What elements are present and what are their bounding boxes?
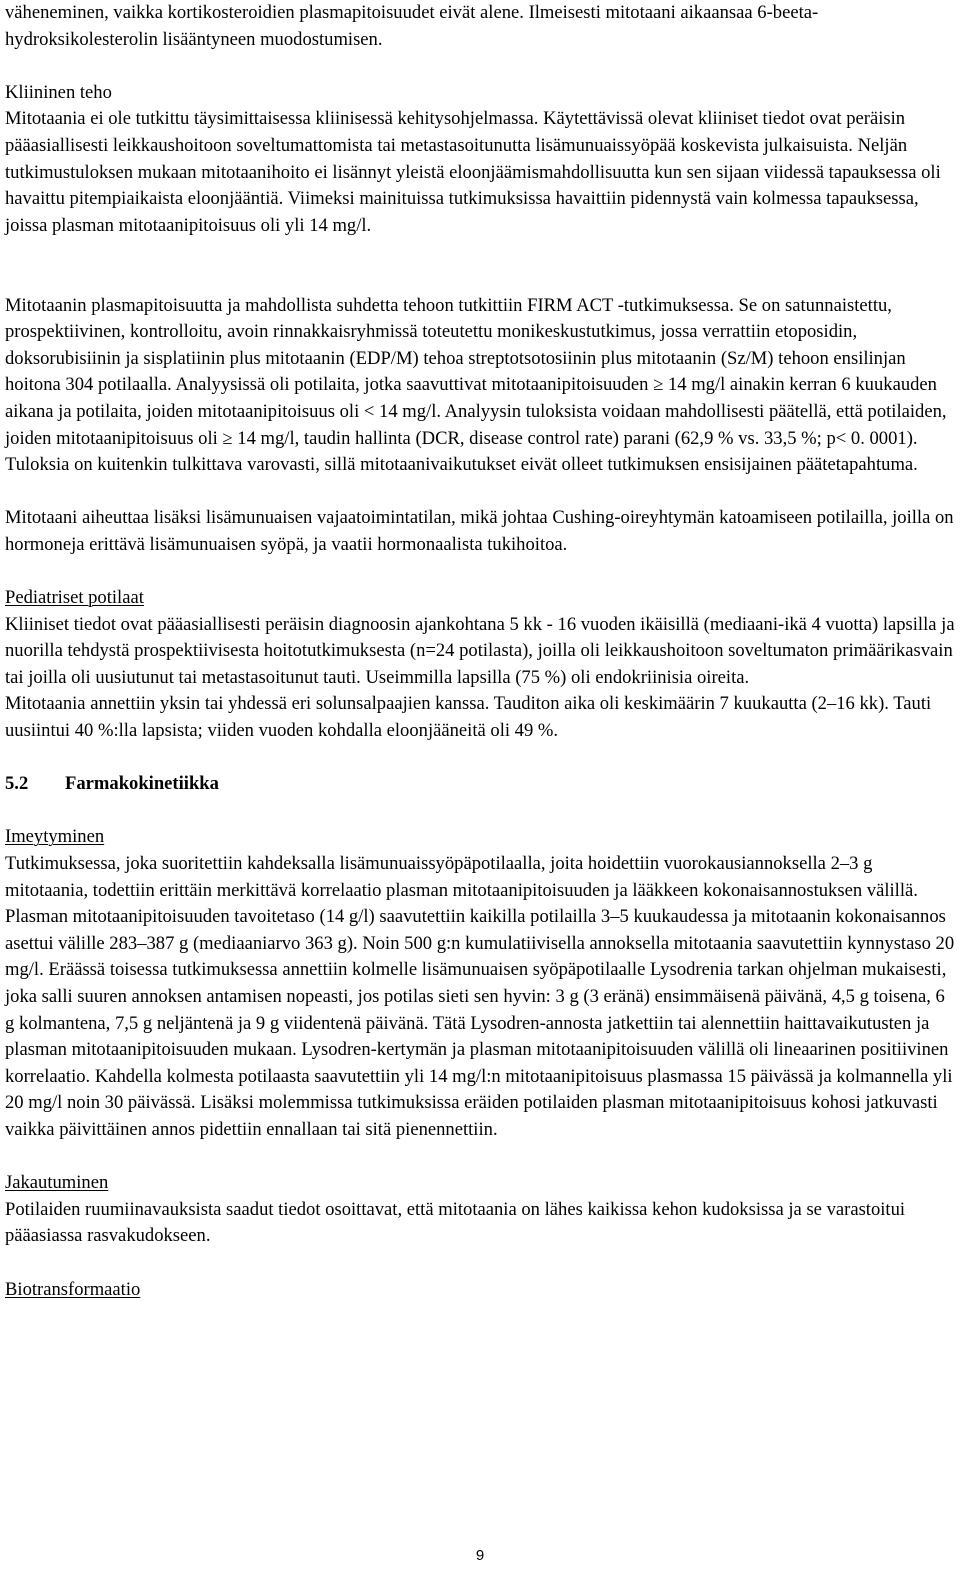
section-title: Farmakokinetiikka [65,773,219,795]
section-heading-5-2 [5,771,955,798]
distribution-heading: Jakautuminen [5,1172,109,1194]
clinical-efficacy-paragraph: Mitotaania ei ole tutkittu täysimittaisessa kliinisessä kehitysohjelmassa. Käytettävissä olevat kliiniset tiedot ovat peräisin pääasiallisesti leikkaushoitoon soveltumattomista tai metastasoitunutta lisämunuaissyöpää koskevista julkaisuista. Neljän tutkimustuloksen mukaan mitotaanihoito ei lisännyt yleistä eloonjäämismahdollisuutta kun sen sijaan viidessä tapauksessa oli havaittu pitempiaikaista eloonjääntiä. Viimeksi mainituissa tutkimuksissa havaittiin pidennystä vain kolmessa tapauksessa, joissa plasman mitotaanipitoisuus oli yli 14 mg/l. [5,108,941,236]
pediatric-heading: Pediatriset potilaat [5,587,144,609]
page-number: 9 [475,1547,485,1564]
distribution-paragraph: Potilaiden ruumiinavauksista saadut tiedot osoittavat, että mitotaania on lähes kaikissa kehon kudoksissa ja se varastoitui pääasiassa rasvakudokseen. [5,1198,906,1247]
pediatric-paragraph-2: Mitotaania annettiin yksin tai yhdessä eri solunsalpaajien kanssa. Tauditon aika oli keskimäärin 7 kuukautta (2–16 kk). Tauti uusiintui 40 %:lla lapsista; viiden vuoden kohdalla eloonjääneitä oli 49 %. [5,693,932,742]
pediatric-paragraph-1: Kliiniset tiedot ovat pääasiallisesti peräisin diagnoosin ajankohtana 5 kk - 16 vuoden ikäisillä (mediaani-ikä 4 vuotta) lapsilla ja nuorilla tehdystä prospektiivisesta hoitotutkimuksesta (n=24 potilasta), joilla oli leikkaushoitoon soveltumaton primäärikasvain tai joilla oli uusiutunut tai metastasoitunut tauti. Useimmilla lapsilla (75 %) oli endokriinisia oireita. [5,613,955,688]
absorption-heading: Imeytyminen [5,826,105,848]
firm-act-paragraph: Mitotaanin plasmapitoisuutta ja mahdollista suhdetta tehoon tutkittiin FIRM ACT -tutkimuksessa. Se on satunnaistettu, prospektiivinen, kontrolloitu, avoin rinnakkaisryhmissä toteutettu monikeskustutkimus, jossa verrattiin etoposidin, doksorubisiinin ja sisplatiinin plus mitotaanin (EDP/M) tehoa streptotsotosiinin plus mitotaanin (Sz/M) tehoon ensilinjan hoitona 304 potilaalla. Analyysissä oli potilaita, jotka saavuttivat mitotaanipitoisuuden ≥ 14 mg/l ainakin kerran 6 kuukauden aikana ja potilaita, joiden mitotaanipitoisuus oli < 14 mg/l. Analyysin tuloksista voidaan mahdollisesti päätellä, että potilaiden, joiden mitotaanipitoisuus oli ≥ 14 mg/l, taudin hallinta (DCR, disease control rate) parani (62,9 % vs. 33,5 %; p< 0. 0001). Tuloksia on kuitenkin tulkittava varovasti, sillä mitotaanivaikutukset eivät olleet tutkimuksen ensisijainen päätetapahtuma. [5,294,947,476]
section-number: 5.2 [5,773,29,795]
document-page [5,0,955,1303]
intro-paragraph: väheneminen, vaikka kortikosteroidien plasmapitoisuudet eivät alene. Ilmeisesti mitotaani aikaansaa 6-beeta-hydroksikolesterolin lisääntyneen muodostumisen. [5,2,819,50]
cushing-paragraph: Mitotaani aiheuttaa lisäksi lisämunuaisen vajaatoimintatilan, mikä johtaa Cushing-oireyhtymän katoamiseen potilailla, joilla on hormoneja erittävä lisämunuaisen syöpä, ja vaatii hormonaalista tukihoitoa. [5,507,954,555]
absorption-paragraph: Tutkimuksessa, joka suoritettiin kahdeksalla lisämunuaissyöpäpotilaalla, joita hoidettiin vuorokausiannoksella 2–3 g mitotaania, todettiin erittäin merkittävä korrelaatio plasman mitotaanipitoisuuden ja lääkkeen kokonaisannostuksen välillä. Plasman mitotaanipitoisuuden tavoitetaso (14 g/l) saavutettiin kaikilla potilailla 3–5 kuukaudessa ja mitotaanin kokonaisannos asettui välille 283–387 g (mediaaniarvo 363 g). Noin 500 g:n kumulatiivisella annoksella mitotaania saavutettiin kynnystaso 20 mg/l. Eräässä toisessa tutkimuksessa annettiin kolmelle lisämunuaisen syöpäpotilaalle Lysodrenia tarkan ohjelman mukaisesti, joka salli suuren annoksen antamisen nopeasti, jos potilas sieti sen hyvin: 3 g (3 eränä) ensimmäisenä päivänä, 4,5 g toisena, 6 g kolmantena, 7,5 g neljäntenä ja 9 g viidentenä päivänä. Tätä Lysodren-annosta jatkettiin tai alennettiin haittavaikutusten ja plasman mitotaanipitoisuuden mukaan. Lysodren-kertymän ja plasman mitotaanipitoisuuden välillä oli lineaarinen positiivinen korrelaatio. Kahdella kolmesta potilaasta saavutettiin yli 14 mg/l:n mitotaanipitoisuus plasmassa 15 päivässä ja kolmannella yli 20 mg/l noin 30 päivässä. Lisäksi molemmissa tutkimuksissa eräiden potilaiden plasman mitotaanipitoisuus kohosi jatkuvasti vaikka päivittäinen annos pidettiin ennallaan tai sitä pienennettiin. [5,853,955,1140]
biotransformation-heading: Biotransformaatio [5,1278,141,1300]
clinical-efficacy-heading: Kliininen teho [5,81,112,103]
